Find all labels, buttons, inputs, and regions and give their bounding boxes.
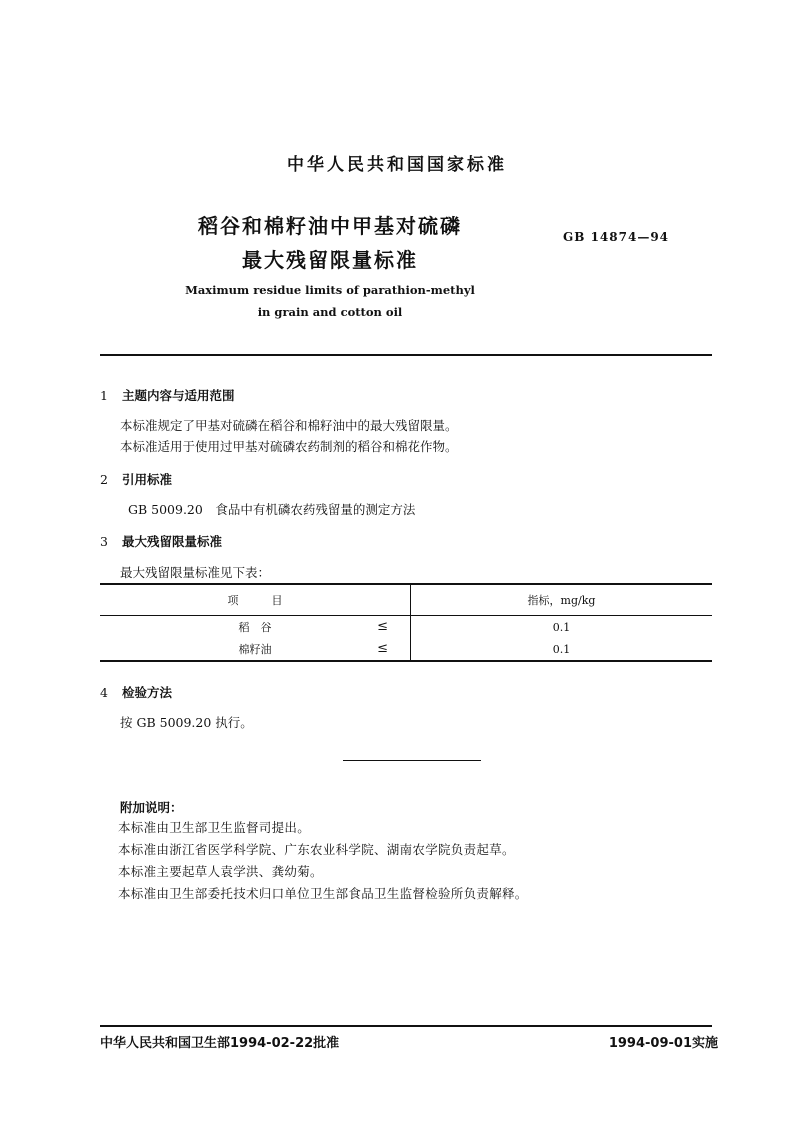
english-title-line1: Maximum residue limits of parathion-methyl [185,283,475,297]
document-title-line1: 稻谷和棉籽油中甲基对硫磷 [198,214,462,238]
section-1-title: 主题内容与适用范围 [122,388,235,403]
section-3-number: 3 [100,534,108,549]
section-1-heading [100,386,235,404]
section-1-para1: 本标准规定了甲基对硫磷在稻谷和棉籽油中的最大残留限量。 [120,418,458,433]
document-title-line2: 最大残留限量标准 [242,248,418,272]
appendix-line: 本标准由卫生部委托技术归口单位卫生部食品卫生监督检验所负责解释。 [118,886,528,901]
leq-symbol: ≤ [377,641,388,656]
leq-symbol: ≤ [377,619,388,634]
residue-limit-table [100,583,712,662]
section-2-title: 引用标准 [122,472,173,487]
section-2-para1: GB 5009.20 食品中有机磷农药残留量的测定方法 [128,502,416,517]
section-4-title: 检验方法 [122,685,173,700]
section-3-title: 最大残留限量标准 [122,534,223,549]
section-1-para2: 本标准适用于使用过甲基对硫磷农药制剂的稻谷和棉花作物。 [120,439,458,454]
table-row [100,616,712,639]
english-title-line2: in grain and cotton oil [257,305,403,319]
table-header-row [100,584,712,616]
appendix-heading: 附加说明： [120,800,183,815]
appendix-line: 本标准由卫生部卫生监督司提出。 [118,820,311,835]
table-cell-item [100,616,411,639]
approval-text: 中华人民共和国卫生部1994-02-22批准 [100,1036,340,1051]
item-name: 稻 谷 [238,621,272,634]
national-standard-heading: 中华人民共和国国家标准 [287,155,507,175]
appendix-line: 本标准主要起草人袁学洪、龚幼菊。 [118,864,323,879]
standard-number: GB 14874—94 [563,230,670,244]
section-2-number: 2 [100,472,108,487]
section-4-number: 4 [100,685,108,700]
section-1-number: 1 [100,388,108,403]
table-header-item: 项 目 [227,594,283,607]
appendix-line: 本标准由浙江省医学科学院、广东农业科学院、湖南农学院负责起草。 [118,842,515,857]
footer-divider [100,1025,712,1027]
section-4-heading [100,683,172,701]
section-3-heading [100,532,222,550]
header-divider [100,354,712,356]
end-of-body-rule [343,760,481,761]
implementation-text: 1994-09-01实施 [608,1036,718,1051]
table-cell-item [100,638,411,661]
section-2-heading [100,470,172,488]
table-header-value: 指标，mg/kg [411,584,713,616]
table-row [100,638,712,661]
item-name: 棉籽油 [238,643,272,656]
table-cell-value: 0.1 [411,638,713,661]
section-3-intro: 最大残留限量标准见下表： [120,565,271,580]
section-4-para1: 按 GB 5009.20 执行。 [120,715,253,730]
table-cell-value: 0.1 [411,616,713,639]
